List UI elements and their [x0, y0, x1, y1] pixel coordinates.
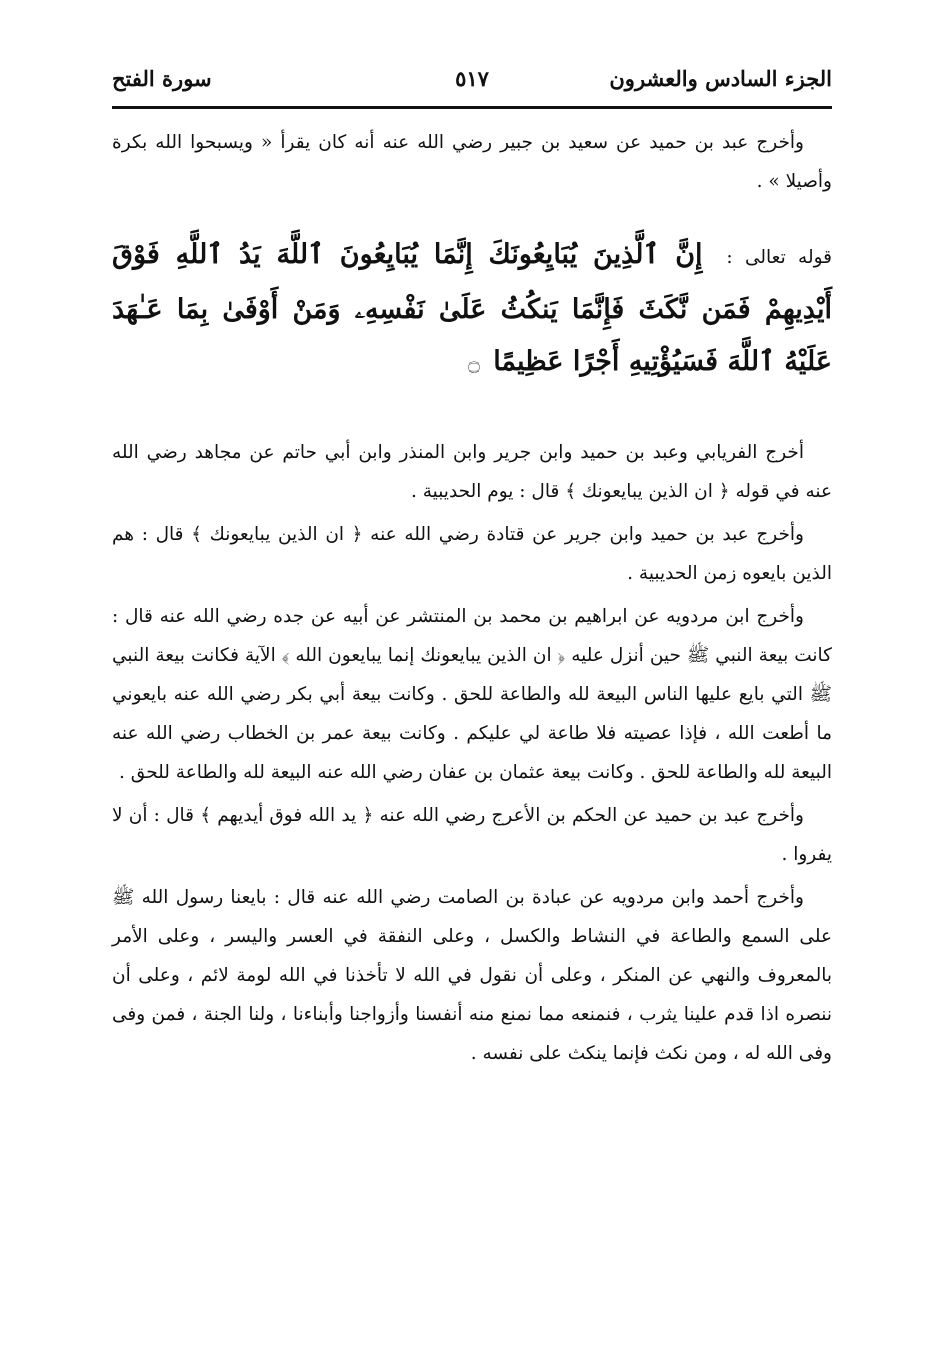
paragraph-intro: وأخرج عبد بن حميد عن سعيد بن جبير رضي الله عنه أنه كان يقرأ « ويسبحوا الله بكرة وأصيلا » . — [112, 132, 832, 192]
paragraph: وأخرج أحمد وابن مردويه عن عبادة بن الصامت رضي الله عنه قال : بايعنا رسول الله ﷺ على السمع والطاعة في النشاط والكسل ، وعلى النفقة في العسر واليسر ، وعلى الأمر بالمعروف والنهي عن المنكر ، وعلى أن نقول في الله لا تأخذنا في الله لومة لائم ، وعلى أن ننصره اذا قدم علينا يثرب ، فنمنعه مما نمنع منه أنفسنا وأزواجنا وأبناءنا ، ولنا الجنة ، فمن وفى وفى الله له ، ومن نكث فإنما ينكث على نفسه . — [112, 887, 832, 1064]
paragraph: وأخرج عبد بن حميد وابن جرير عن قتادة رضي الله عنه ﴿ ان الذين يبايعونك ﴾ قال : هم الذين بايعوه زمن الحديبية . — [112, 524, 832, 584]
page-number: ٥١٧ — [455, 66, 489, 91]
verse-text: إِنَّ ٱلَّذِينَ يُبَايِعُونَكَ إِنَّمَا يُبَايِعُونَ ٱللَّهَ يَدُ ٱللَّهِ فَوْقَ أَيْدِيهِمْ فَمَن نَّكَثَ فَإِنَّمَا يَنكُثُ عَلَىٰ نَفْسِهِۦ وَمَنْ أَوْفَىٰ بِمَا عَـٰهَدَ عَلَيْهُ ٱللَّهَ فَسَيُؤْتِيهِ أَجْرًا عَظِيمًا — [112, 239, 832, 377]
paragraph: وأخرج عبد بن حميد عن الحكم بن الأعرج رضي الله عنه ﴿ يد الله فوق أيديهم ﴾ قال : أن لا يفروا . — [112, 805, 832, 865]
running-header-surah: سورة الفتح — [112, 66, 212, 91]
quran-verse — [112, 229, 832, 389]
paragraph: أخرج الفريابي وعبد بن حميد وابن جرير وابن المنذر وابن أبي حاتم عن مجاهد رضي الله عنه في قوله ﴿ ان الذين يبايعونك ﴾ قال : يوم الحديبية . — [112, 442, 832, 502]
page-header — [112, 60, 832, 109]
running-header-part: الجزء السادس والعشرون — [609, 66, 832, 91]
page — [112, 60, 832, 1310]
paragraph: وأخرج ابن مردويه عن ابراهيم بن محمد بن المنتشر عن أبيه عن جده رضي الله عنه قال : كانت بيعة النبي ﷺ حين أنزل عليه ﴿ ان الذين يبايعونك إنما يبايعون الله ﴾ الآية فكانت بيعة النبي ﷺ التي بايع عليها الناس البيعة لله والطاعة للحق . وكانت بيعة أبي بكر رضي الله عنه بايعوني ما أطعت الله ، فإذا عصيته فلا طاعة لي عليكم . وكانت بيعة عمر بن الخطاب رضي الله عنه البيعة لله والطاعة للحق . وكانت بيعة عثمان بن عفان رضي الله عنه البيعة لله والطاعة للحق . — [112, 606, 832, 783]
verse-end-mark-icon: ۝ — [468, 351, 480, 375]
verse-intro: قوله تعالى : — [726, 247, 833, 268]
